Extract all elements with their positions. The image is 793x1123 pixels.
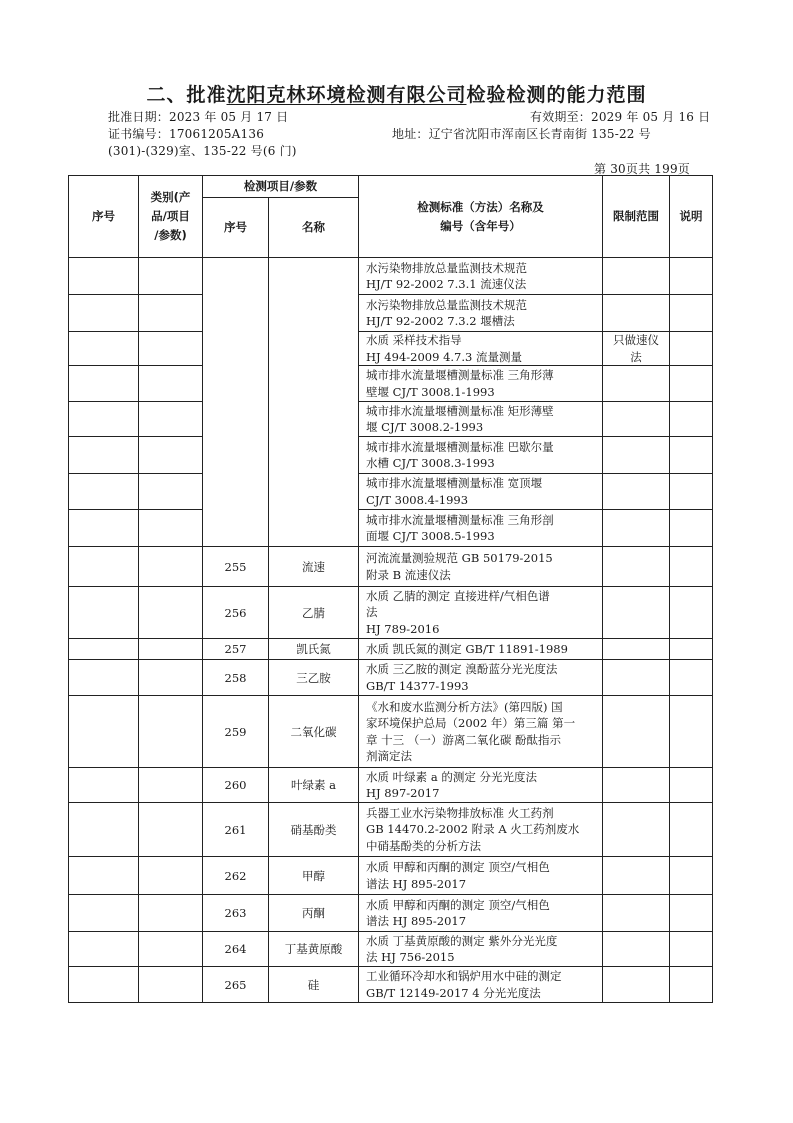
header-standard: 检测标准（方法）名称及 编号（含年号） (359, 176, 603, 258)
category-cell (139, 258, 203, 295)
standard-cell: 城市排水流量堰槽测量标准 三角形薄 壁堰 CJ/T 3008.1-1993 (359, 366, 603, 402)
note-cell (670, 437, 713, 474)
standard-cell: 水质 甲醇和丙酮的测定 顶空/气相色 谱法 HJ 895-2017 (359, 857, 603, 895)
note-cell (670, 474, 713, 510)
seq-cell (69, 437, 139, 474)
seq-cell (69, 332, 139, 366)
standard-cell: 水质 叶绿素 a 的测定 分光光度法 HJ 897-2017 (359, 768, 603, 803)
limit-cell (603, 366, 670, 402)
item-seq-cell (203, 258, 269, 547)
standard-cell: 工业循环冷却水和锅炉用水中硅的测定 GB/T 12149-2017 4 分光光度法 (359, 967, 603, 1003)
item-name-cell: 硝基酚类 (269, 803, 359, 857)
header-note: 说明 (670, 176, 713, 258)
table-row (69, 932, 713, 967)
category-cell (139, 510, 203, 547)
standard-cell: 城市排水流量堰槽测量标准 三角形剖 面堰 CJ/T 3008.5-1993 (359, 510, 603, 547)
table-row (69, 587, 713, 639)
note-cell (670, 510, 713, 547)
item-name-cell: 叶绿素 a (269, 768, 359, 803)
item-seq-cell: 261 (203, 803, 269, 857)
item-name-cell: 硅 (269, 967, 359, 1003)
note-cell (670, 332, 713, 366)
seq-cell (69, 258, 139, 295)
table-row (69, 547, 713, 587)
table-row (69, 474, 713, 510)
note-cell (670, 366, 713, 402)
limit-cell (603, 258, 670, 295)
limit-cell (603, 639, 670, 660)
header-seq: 序号 (69, 176, 139, 258)
table-row (69, 967, 713, 1003)
item-seq-cell: 265 (203, 967, 269, 1003)
category-cell (139, 332, 203, 366)
item-seq-cell: 257 (203, 639, 269, 660)
limit-cell (603, 768, 670, 803)
item-name-cell: 丙酮 (269, 895, 359, 932)
seq-cell (69, 402, 139, 437)
item-name-cell: 丁基黄原酸 (269, 932, 359, 967)
item-seq-cell: 255 (203, 547, 269, 587)
category-cell (139, 366, 203, 402)
item-seq-cell: 258 (203, 660, 269, 696)
standard-cell: 《水和废水监测分析方法》(第四版) 国 家环境保护总局（2002 年）第三篇 第一 章 十三 （一）游离二氧化碳 酚酞指示 剂滴定法 (359, 696, 603, 768)
limit-cell (603, 547, 670, 587)
table-row (69, 803, 713, 857)
table-row (69, 660, 713, 696)
item-name-cell: 二氧化碳 (269, 696, 359, 768)
note-cell (670, 258, 713, 295)
limit-cell (603, 587, 670, 639)
category-cell (139, 437, 203, 474)
table-row (69, 402, 713, 437)
standard-cell: 水质 甲醇和丙酮的测定 顶空/气相色 谱法 HJ 895-2017 (359, 895, 603, 932)
item-name-cell: 凯氏氮 (269, 639, 359, 660)
table-row (69, 366, 713, 402)
page-number: 第 30页共 199页 (594, 162, 691, 176)
standard-cell: 城市排水流量堰槽测量标准 矩形薄壁 堰 CJ/T 3008.2-1993 (359, 402, 603, 437)
standard-cell: 河流流量测验规范 GB 50179-2015 附录 B 流速仪法 (359, 547, 603, 587)
item-seq-cell: 260 (203, 768, 269, 803)
header-item-seq: 序号 (203, 198, 269, 258)
limit-cell (603, 803, 670, 857)
limit-cell (603, 660, 670, 696)
limit-cell (603, 932, 670, 967)
table-row (69, 857, 713, 895)
category-cell (139, 474, 203, 510)
limit-cell (603, 437, 670, 474)
limit-cell (603, 895, 670, 932)
standard-cell: 城市排水流量堰槽测量标准 宽顶堰 CJ/T 3008.4-1993 (359, 474, 603, 510)
address-continued: (301)-(329)室、135-22 号(6 门) (108, 144, 297, 158)
limit-cell (603, 857, 670, 895)
header-limit: 限制范围 (603, 176, 670, 258)
header-item-name: 名称 (269, 198, 359, 258)
table-row (69, 895, 713, 932)
header-item-group: 检测项目/参数 (203, 176, 359, 198)
standard-cell: 水质 凯氏氮的测定 GB/T 11891-1989 (359, 639, 603, 660)
item-seq-cell: 256 (203, 587, 269, 639)
approval-date: 批准日期：2023 年 05 月 17 日 (108, 110, 289, 124)
valid-until: 有效期至：2029 年 05 月 16 日 (530, 110, 711, 124)
table-row (69, 437, 713, 474)
title-company: 沈阳克林环境检测有限公司 (226, 84, 467, 106)
title-prefix: 二、批准 (146, 84, 227, 106)
table-row (69, 332, 713, 366)
cert-number: 证书编号：17061205A136 (108, 127, 265, 141)
limit-cell (603, 967, 670, 1003)
limit-cell (603, 510, 670, 547)
table-row (69, 768, 713, 803)
capability-table (68, 175, 713, 1003)
table-row (69, 510, 713, 547)
table-row (69, 639, 713, 660)
limit-cell (603, 295, 670, 332)
standard-cell: 城市排水流量堰槽测量标准 巴歇尔量 水槽 CJ/T 3008.3-1993 (359, 437, 603, 474)
standard-cell: 兵器工业水污染物排放标准 火工药剂 GB 14470.2-2002 附录 A 火工药剂废水 中硝基酚类的分析方法 (359, 803, 603, 857)
table-row (69, 295, 713, 332)
note-cell (670, 402, 713, 437)
item-name-cell: 三乙胺 (269, 660, 359, 696)
limit-cell (603, 402, 670, 437)
table-row (69, 696, 713, 768)
standard-cell: 水污染物排放总量监测技术规范 HJ/T 92-2002 7.3.1 流速仪法 (359, 258, 603, 295)
page-title (0, 80, 793, 107)
seq-cell (69, 474, 139, 510)
standard-cell: 水质 丁基黄原酸的测定 紫外分光光度 法 HJ 756-2015 (359, 932, 603, 967)
item-seq-cell: 264 (203, 932, 269, 967)
standard-cell: 水质 三乙胺的测定 溴酚蓝分光光度法 GB/T 14377-1993 (359, 660, 603, 696)
note-cell (670, 295, 713, 332)
item-name-cell: 甲醇 (269, 857, 359, 895)
standard-cell: 水质 乙腈的测定 直接进样/气相色谱 法 HJ 789-2016 (359, 587, 603, 639)
table-row (69, 258, 713, 295)
standard-cell: 水质 采样技术指导 HJ 494-2009 4.7.3 流量测量 (359, 332, 603, 366)
item-name-cell: 乙腈 (269, 587, 359, 639)
limit-cell: 只做速仪 法 (603, 332, 670, 366)
seq-cell (69, 366, 139, 402)
category-cell (139, 402, 203, 437)
category-cell (139, 295, 203, 332)
limit-cell (603, 474, 670, 510)
address: 地址：辽宁省沈阳市浑南区长青南街 135-22 号 (392, 127, 651, 141)
seq-cell (69, 295, 139, 332)
seq-cell (69, 510, 139, 547)
item-seq-cell: 259 (203, 696, 269, 768)
item-seq-cell: 262 (203, 857, 269, 895)
standard-cell: 水污染物排放总量监测技术规范 HJ/T 92-2002 7.3.2 堰槽法 (359, 295, 603, 332)
header-category: 类别(产 品/项目 /参数) (139, 176, 203, 258)
limit-cell (603, 696, 670, 768)
item-seq-cell: 263 (203, 895, 269, 932)
title-suffix: 检验检测的能力范围 (466, 84, 647, 106)
item-name-cell: 流速 (269, 547, 359, 587)
item-name-cell (269, 258, 359, 547)
